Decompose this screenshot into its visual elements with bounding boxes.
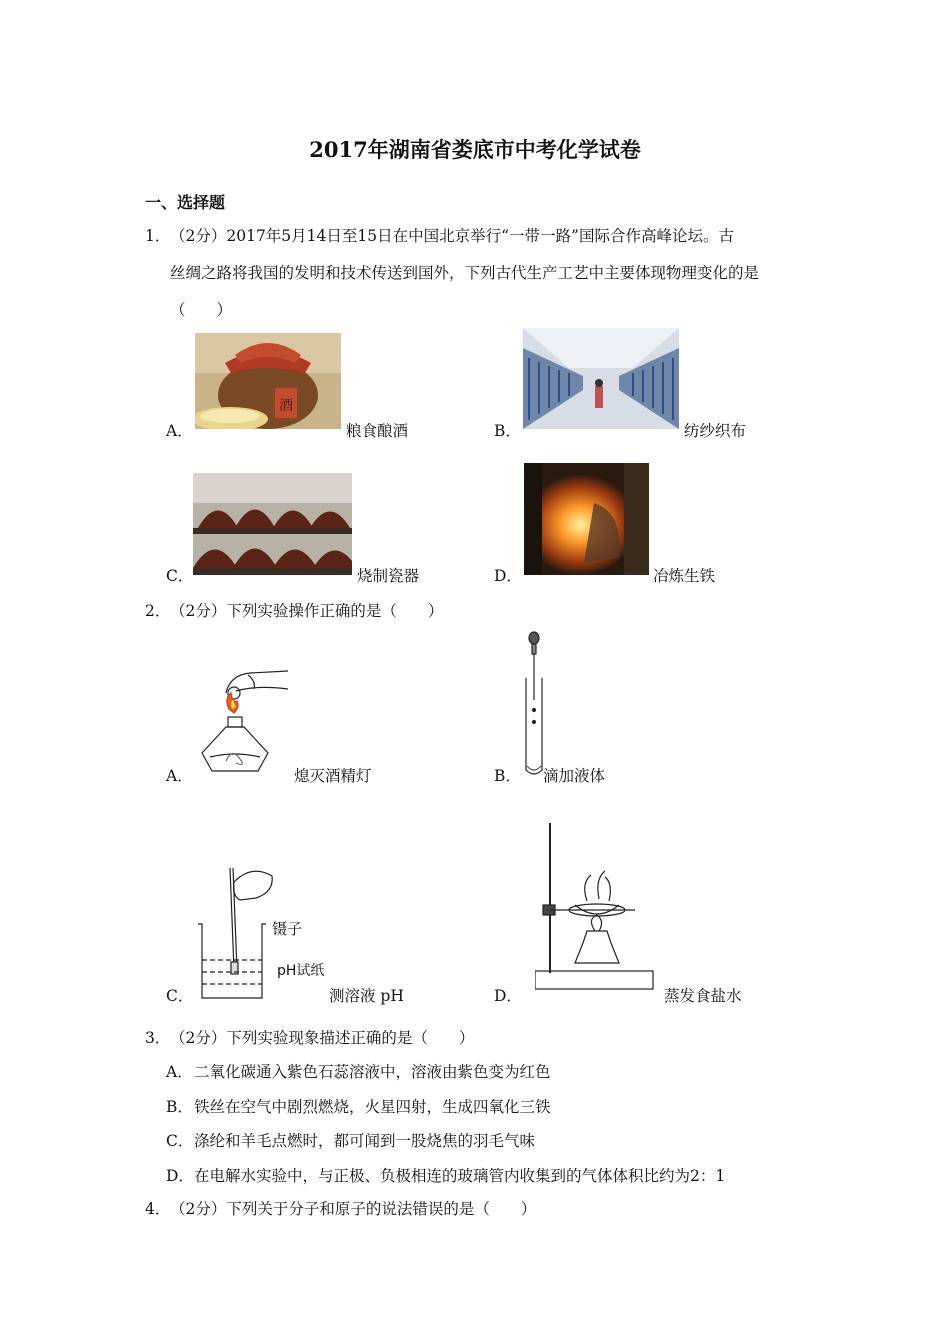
q1-stem-line2: 丝绸之路将我国的发明和技术传送到国外，下列古代生产工艺中主要体现物理变化的是 — [170, 264, 760, 282]
evaporation-diagram — [535, 823, 655, 993]
dropper-test-tube-diagram — [522, 630, 546, 780]
q2-option-c-label: C． — [166, 987, 194, 1005]
q2-option-c-text: 测溶液 pH — [329, 987, 404, 1005]
q2-option-b-label: B． — [494, 767, 521, 785]
q3-option-d-text: 在电解水实验中，与正极、负极相连的玻璃管内收集到的气体体积比约为2：1 — [194, 1167, 726, 1185]
q3-option-d-label: D． — [166, 1167, 194, 1185]
porcelain-kiln-photo — [193, 473, 352, 575]
q1-option-a-text: 粮食酿酒 — [346, 422, 409, 440]
ph-paper-label: pH试纸 — [277, 963, 325, 979]
section-heading: 一、选择题 — [145, 193, 226, 212]
tweezers-label: 镊子 — [272, 920, 303, 938]
ph-test-diagram — [194, 862, 276, 1002]
q2-option-d-label: D． — [494, 987, 522, 1005]
q2-option-b-text: 滴加液体 — [543, 767, 606, 785]
q2-stem: （2分）下列实验操作正确的是（ ） — [170, 602, 444, 620]
q1-option-d-label: D． — [494, 567, 522, 585]
q3-option-c-label: C． — [166, 1132, 194, 1150]
q2-option-a-text: 熄灭酒精灯 — [294, 767, 372, 785]
textile-mill-photo — [523, 328, 679, 429]
q3-option-b-text: 铁丝在空气中剧烈燃烧，火星四射，生成四氧化三铁 — [194, 1098, 551, 1116]
q4-stem: （2分）下列关于分子和原子的说法错误的是（ ） — [170, 1200, 537, 1218]
q1-stem-line1: （2分）2017年5月14日至15日在中国北京举行“一带一路”国际合作高峰论坛。古 — [170, 227, 734, 245]
q2-number: 2． — [145, 602, 171, 620]
q1-option-d-text: 冶炼生铁 — [653, 567, 716, 585]
q1-option-b-label: B． — [494, 422, 521, 440]
q1-option-c-label: C． — [166, 567, 194, 585]
q2-option-d-text: 蒸发食盐水 — [664, 987, 742, 1005]
q4-number: 4． — [145, 1200, 171, 1218]
q3-option-b-label: B． — [166, 1098, 193, 1116]
q1-stem-line3: （ ） — [170, 301, 233, 319]
q3-option-a-label: A． — [166, 1063, 193, 1081]
q3-option-a-text: 二氧化碳通入紫色石蕊溶液中，溶液由紫色变为红色 — [194, 1063, 551, 1081]
q3-option-c-text: 涤纶和羊毛点燃时，都可闻到一股烧焦的羽毛气味 — [194, 1132, 536, 1150]
wine-jar-photo — [195, 333, 341, 429]
iron-smelting-photo — [524, 463, 649, 575]
q1-number: 1． — [145, 227, 171, 245]
svg-text:酒: 酒 — [279, 398, 293, 414]
q1-option-c-text: 烧制瓷器 — [357, 567, 420, 585]
q1-option-b-text: 纺纱织布 — [684, 422, 747, 440]
page-title: 2017年湖南省娄底市中考化学试卷 — [309, 137, 641, 162]
q3-number: 3． — [145, 1029, 171, 1047]
q2-option-a-label: A． — [166, 767, 193, 785]
alcohol-lamp-diagram — [196, 663, 292, 778]
q1-option-a-label: A． — [166, 422, 193, 440]
q3-stem: （2分）下列实验现象描述正确的是（ ） — [170, 1029, 475, 1047]
